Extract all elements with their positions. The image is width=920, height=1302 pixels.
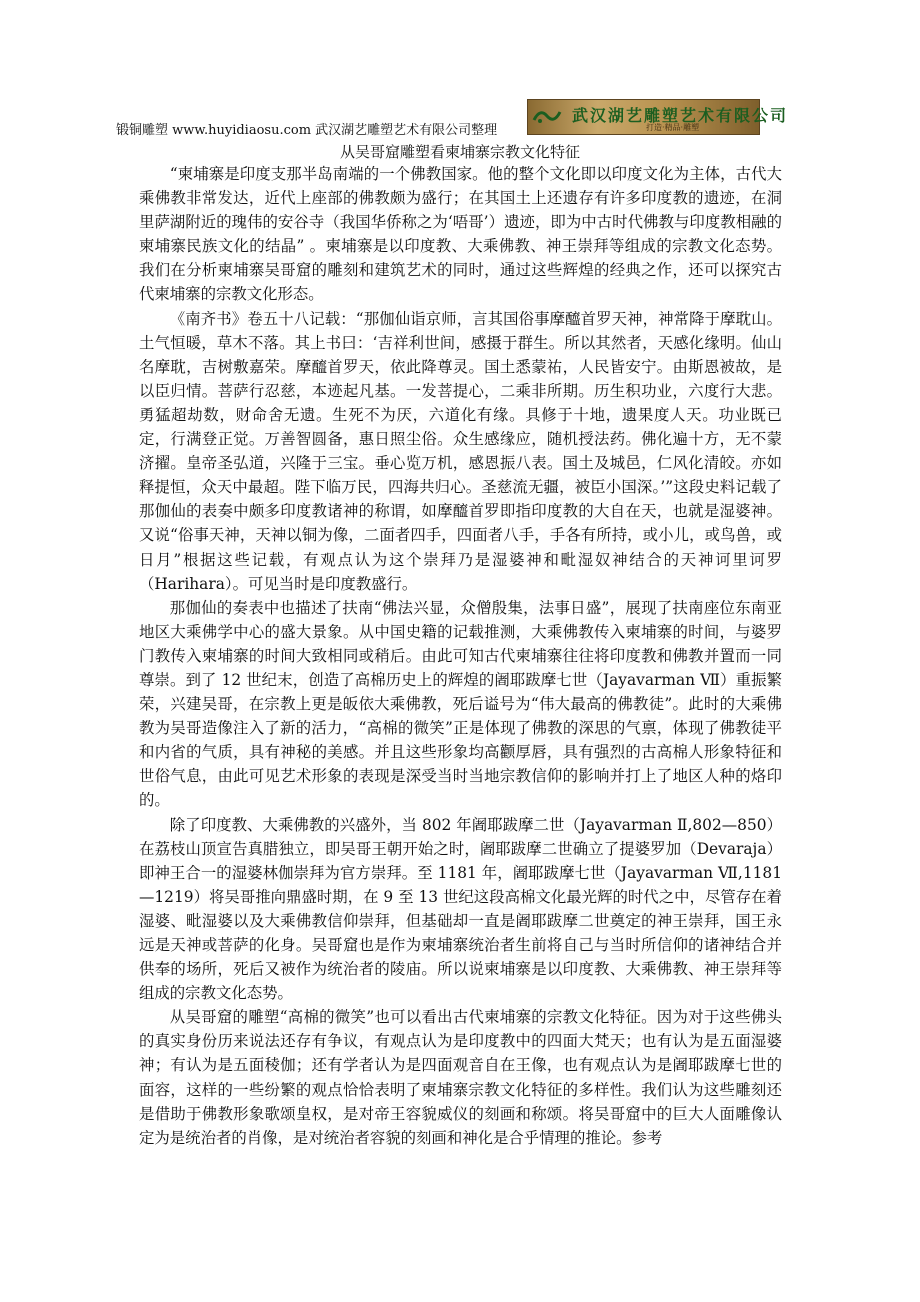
paragraph: 从吴哥窟的雕塑“高棉的微笑”也可以看出古代柬埔寨的宗教文化特征。因为对于这些佛头的真实身份历来说法还存有争议，有观点认为是印度教中的四面大梵天；也有认为是五面湿婆神；有认为是五面稜伽；还有学者认为是四面观音自在王像，也有观点认为是阇耶跋摩七世的面容，这样的一些纷繁的观点恰恰表明了柬埔寨宗教文化特征的多样性。我们认为这些雕刻还是借助于佛教形象歌颂皇权，是对帝王容貌威仪的刻画和称颂。将吴哥窟中的巨大人面雕像认定为是统治者的肖像，是对统治者容貌的刻画和神化是合乎情理的推论。参考: [139, 1008, 782, 1147]
paragraph: 除了印度教、大乘佛教的兴盛外，当 802 年阇耶跋摩二世（Jayavarman Ⅱ,802—850）在荔枝山顶宣告真腊独立，即吴哥王朝开始之时，阇耶跋摩二世确立了提婆罗加（Devaraja）即神王合一的湿婆林伽崇拜为官方崇拜。至 1181 年，阇耶跋摩七世（Jayavarman Ⅶ,1181—1219）将吴哥推向鼎盛时期，在 9 至 13 世纪这段高棉文化最光辉的时代之中，尽管存在着湿婆、毗湿婆以及大乘佛教信仰崇拜，但基础却一直是阇耶跋摩二世奠定的神王崇拜，国王永远是天神或菩萨的化身。吴哥窟也是作为柬埔寨统治者生前将自己与当时所信仰的诸神结合并供奉的场所，死后又被作为统治者的陵庙。所以说柬埔寨是以印度教、大乘佛教、神王崇拜等组成的宗教文化态势。: [139, 815, 782, 1003]
paragraph: “柬埔寨是印度支那半岛南端的一个佛教国家。他的整个文化即以印度文化为主体，古代大乘佛教非常发达，近代上座部的佛教颇为盛行；在其国土上还遗存有许多印度教的遗迹，在洞里萨湖附近的瑰伟的安谷寺（我国华侨称之为‘唔哥’）遗迹，即为中古时代佛教与印度教相融的柬埔寨民族文化的结晶” 。柬埔寨是以印度教、大乘佛教、神王崇拜等组成的宗教文化态势。我们在分析柬埔寨吴哥窟的雕刻和建筑艺术的同时，通过这些辉煌的经典之作，还可以探究古代柬埔寨的宗教文化形态。: [139, 165, 782, 304]
document-body: [139, 162, 782, 1150]
company-logo: [527, 99, 789, 135]
document-title: 从吴哥窟雕塑看柬埔寨宗教文化特征: [339, 143, 580, 161]
paragraph: 那伽仙的奏表中也描述了扶南“佛法兴显，众僧殷集，法事日盛”，展现了扶南座位东南亚地区大乘佛学中心的盛大景象。从中国史籍的记载推测，大乘佛教传入柬埔寨的时间，与婆罗门教传入柬埔寨的时间大致相同或稍后。由此可知古代柬埔寨往往将印度教和佛教并置而一同尊崇。到了 12 世纪末，创造了高棉历史上的辉煌的阇耶跋摩七世（Jayavarman Ⅶ）重振繁荣，兴建吴哥，在宗教上更是皈依大乘佛教，死后谥号为“伟大最高的佛教徒”。此时的大乘佛教为吴哥造像注入了新的活力，“高棉的微笑”正是体现了佛教的深思的气禀，体现了佛教徒平和内省的气质，具有神秘的美感。并且这些形象均高颧厚唇，具有强烈的古高棉人形象特征和世俗气息，由此可见艺术形象的表现是深受当时当地宗教信仰的影响并打上了地区人种的烙印的。: [139, 598, 782, 810]
logo-subtext: 打造·精品·雕塑: [646, 123, 700, 132]
logo-mark-icon: [532, 106, 562, 126]
logo-text: 武汉湖艺雕塑艺术有限公司: [572, 106, 789, 125]
header-source-text: 锻铜雕塑 www.huyidiaosu.com 武汉湖艺雕塑艺术有限公司整理: [116, 123, 498, 138]
paragraph: 《南齐书》卷五十八记载：“那伽仙诣京师，言其国俗事摩醯首罗天神，神常降于摩耽山。土气恒暖，草木不落。其上书曰：‘吉祥利世间，感摄于群生。所以其然者，天感化缘明。仙山名摩耽，吉树敷嘉荣。摩醯首罗天，依此降尊灵。国土悉蒙祐，人民皆安宁。由斯恩被故，是以臣归情。菩萨行忍慈，本迹起凡基。一发菩提心，二乘非所期。历生积功业，六度行大悲。勇猛超劫数，财命舍无遗。生死不为厌，六道化有缘。具修于十地，遗果度人天。功业既已定，行满登正觉。万善智圆备，惠日照尘俗。众生感缘应，随机授法药。佛化遍十方，无不蒙济擢。皇帝圣弘道，兴隆于三宝。垂心览万机，感恩振八表。国土及城邑，仁风化清皎。亦如释提恒，众天中最超。陛下临万民，四海共归心。圣慈流无疆，被臣小国深。’”这段史料记载了那伽仙的表奏中颇多印度教诸神的称谓，如摩醯首罗即指印度教的大自在天，也就是湿婆神。又说“俗事天神，天神以铜为像，二面者四手，四面者八手，手各有所持，或小儿，或鸟兽，或日月”根据这些记载，有观点认为这个崇拜乃是湿婆神和毗湿奴神结合的天神诃里诃罗（Harihara）。可见当时是印度教盛行。: [139, 309, 782, 593]
page-header: [116, 99, 789, 138]
